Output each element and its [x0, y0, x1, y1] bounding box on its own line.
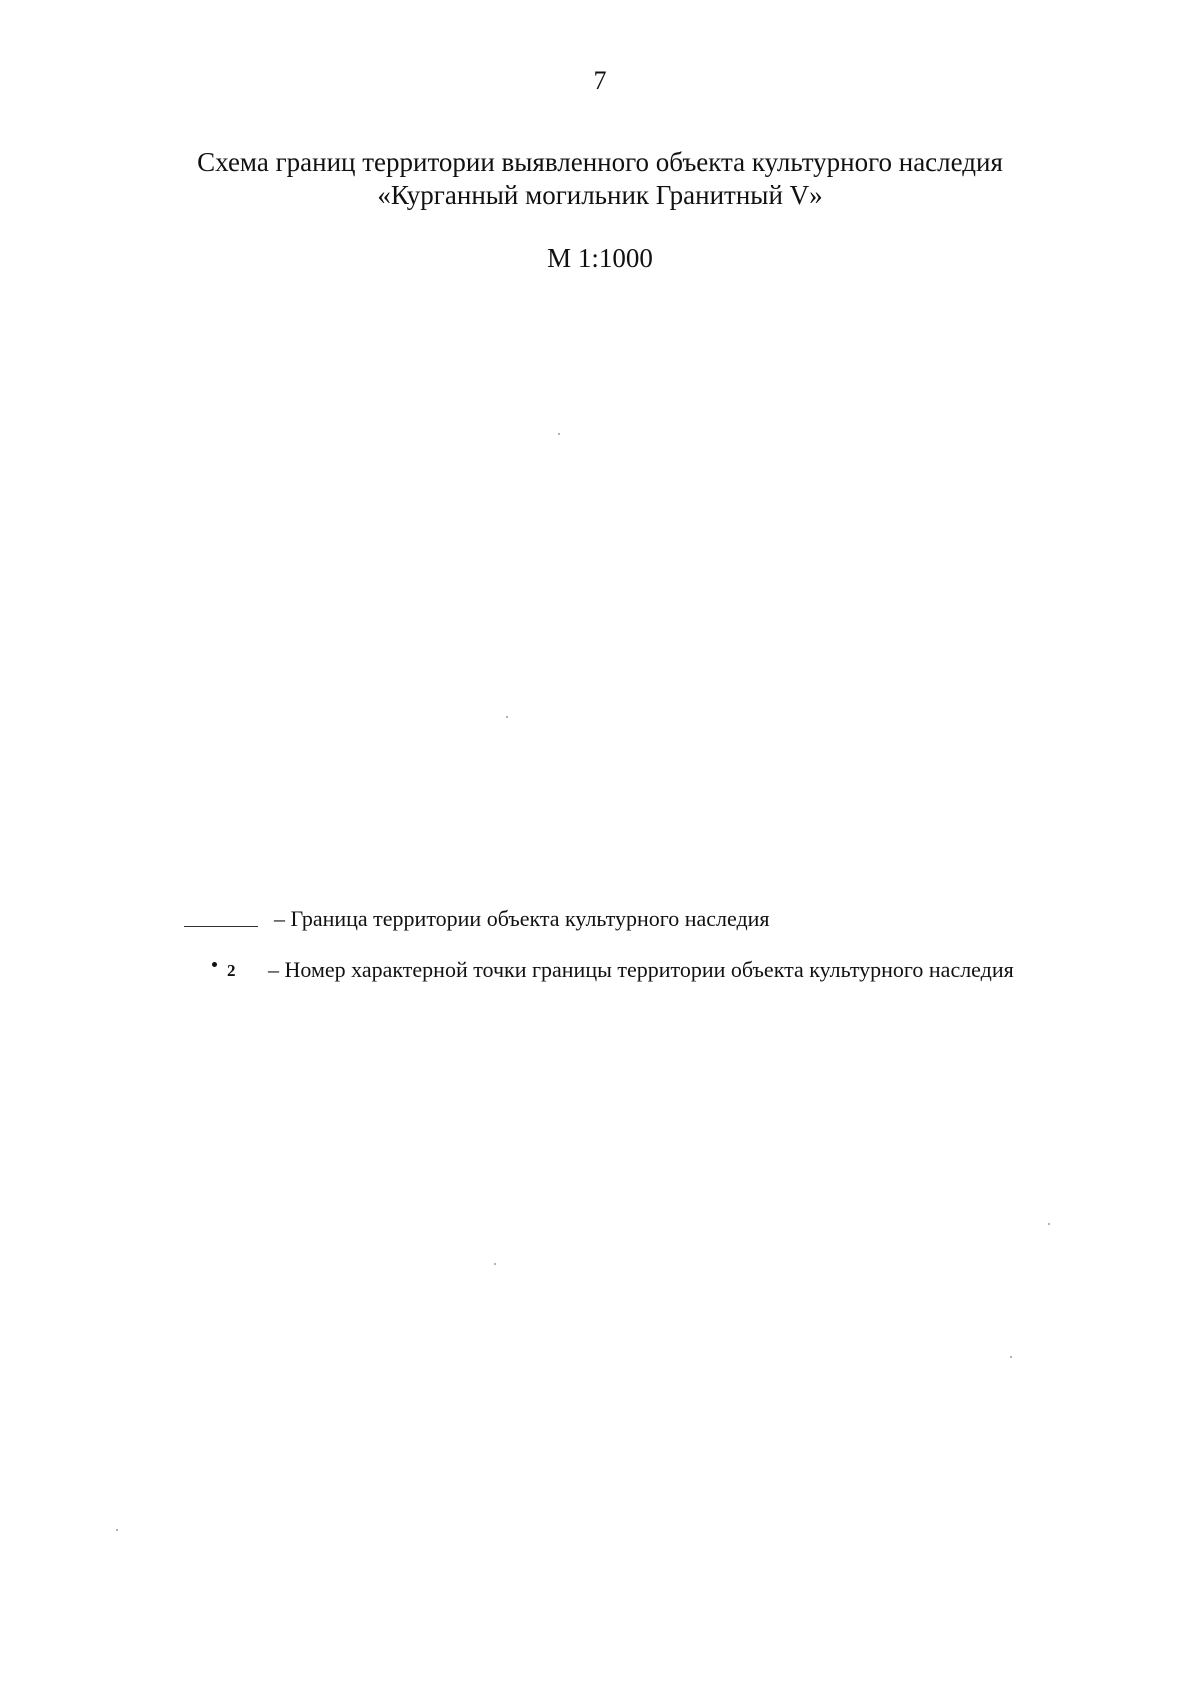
scan-speck [116, 1529, 118, 1531]
scan-speck [1048, 1223, 1050, 1225]
title-line-2: «Курганный могильник Гранитный V» [377, 180, 823, 210]
map-scale: М 1:1000 [547, 243, 653, 273]
legend-point-text: – Номер характерной точки границы территории объекта культурного наследия [268, 957, 1014, 982]
map-area [90, 290, 1110, 870]
scan-speck [506, 716, 508, 718]
scan-speck [558, 433, 560, 435]
page-number: 7 [593, 66, 607, 95]
point-dot-icon [212, 962, 217, 967]
legend-boundary-text: – Граница территории объекта культурного наследия [274, 906, 770, 931]
document-title [150, 146, 1050, 212]
scan-speck [494, 1263, 496, 1265]
point-marker-symbol [210, 957, 250, 983]
boundary-line-symbol [184, 926, 258, 927]
point-number-label: 2 [227, 961, 236, 980]
scan-speck [1010, 1356, 1012, 1358]
title-line-1: Схема границ территории выявленного объекта культурного наследия [197, 147, 1003, 177]
